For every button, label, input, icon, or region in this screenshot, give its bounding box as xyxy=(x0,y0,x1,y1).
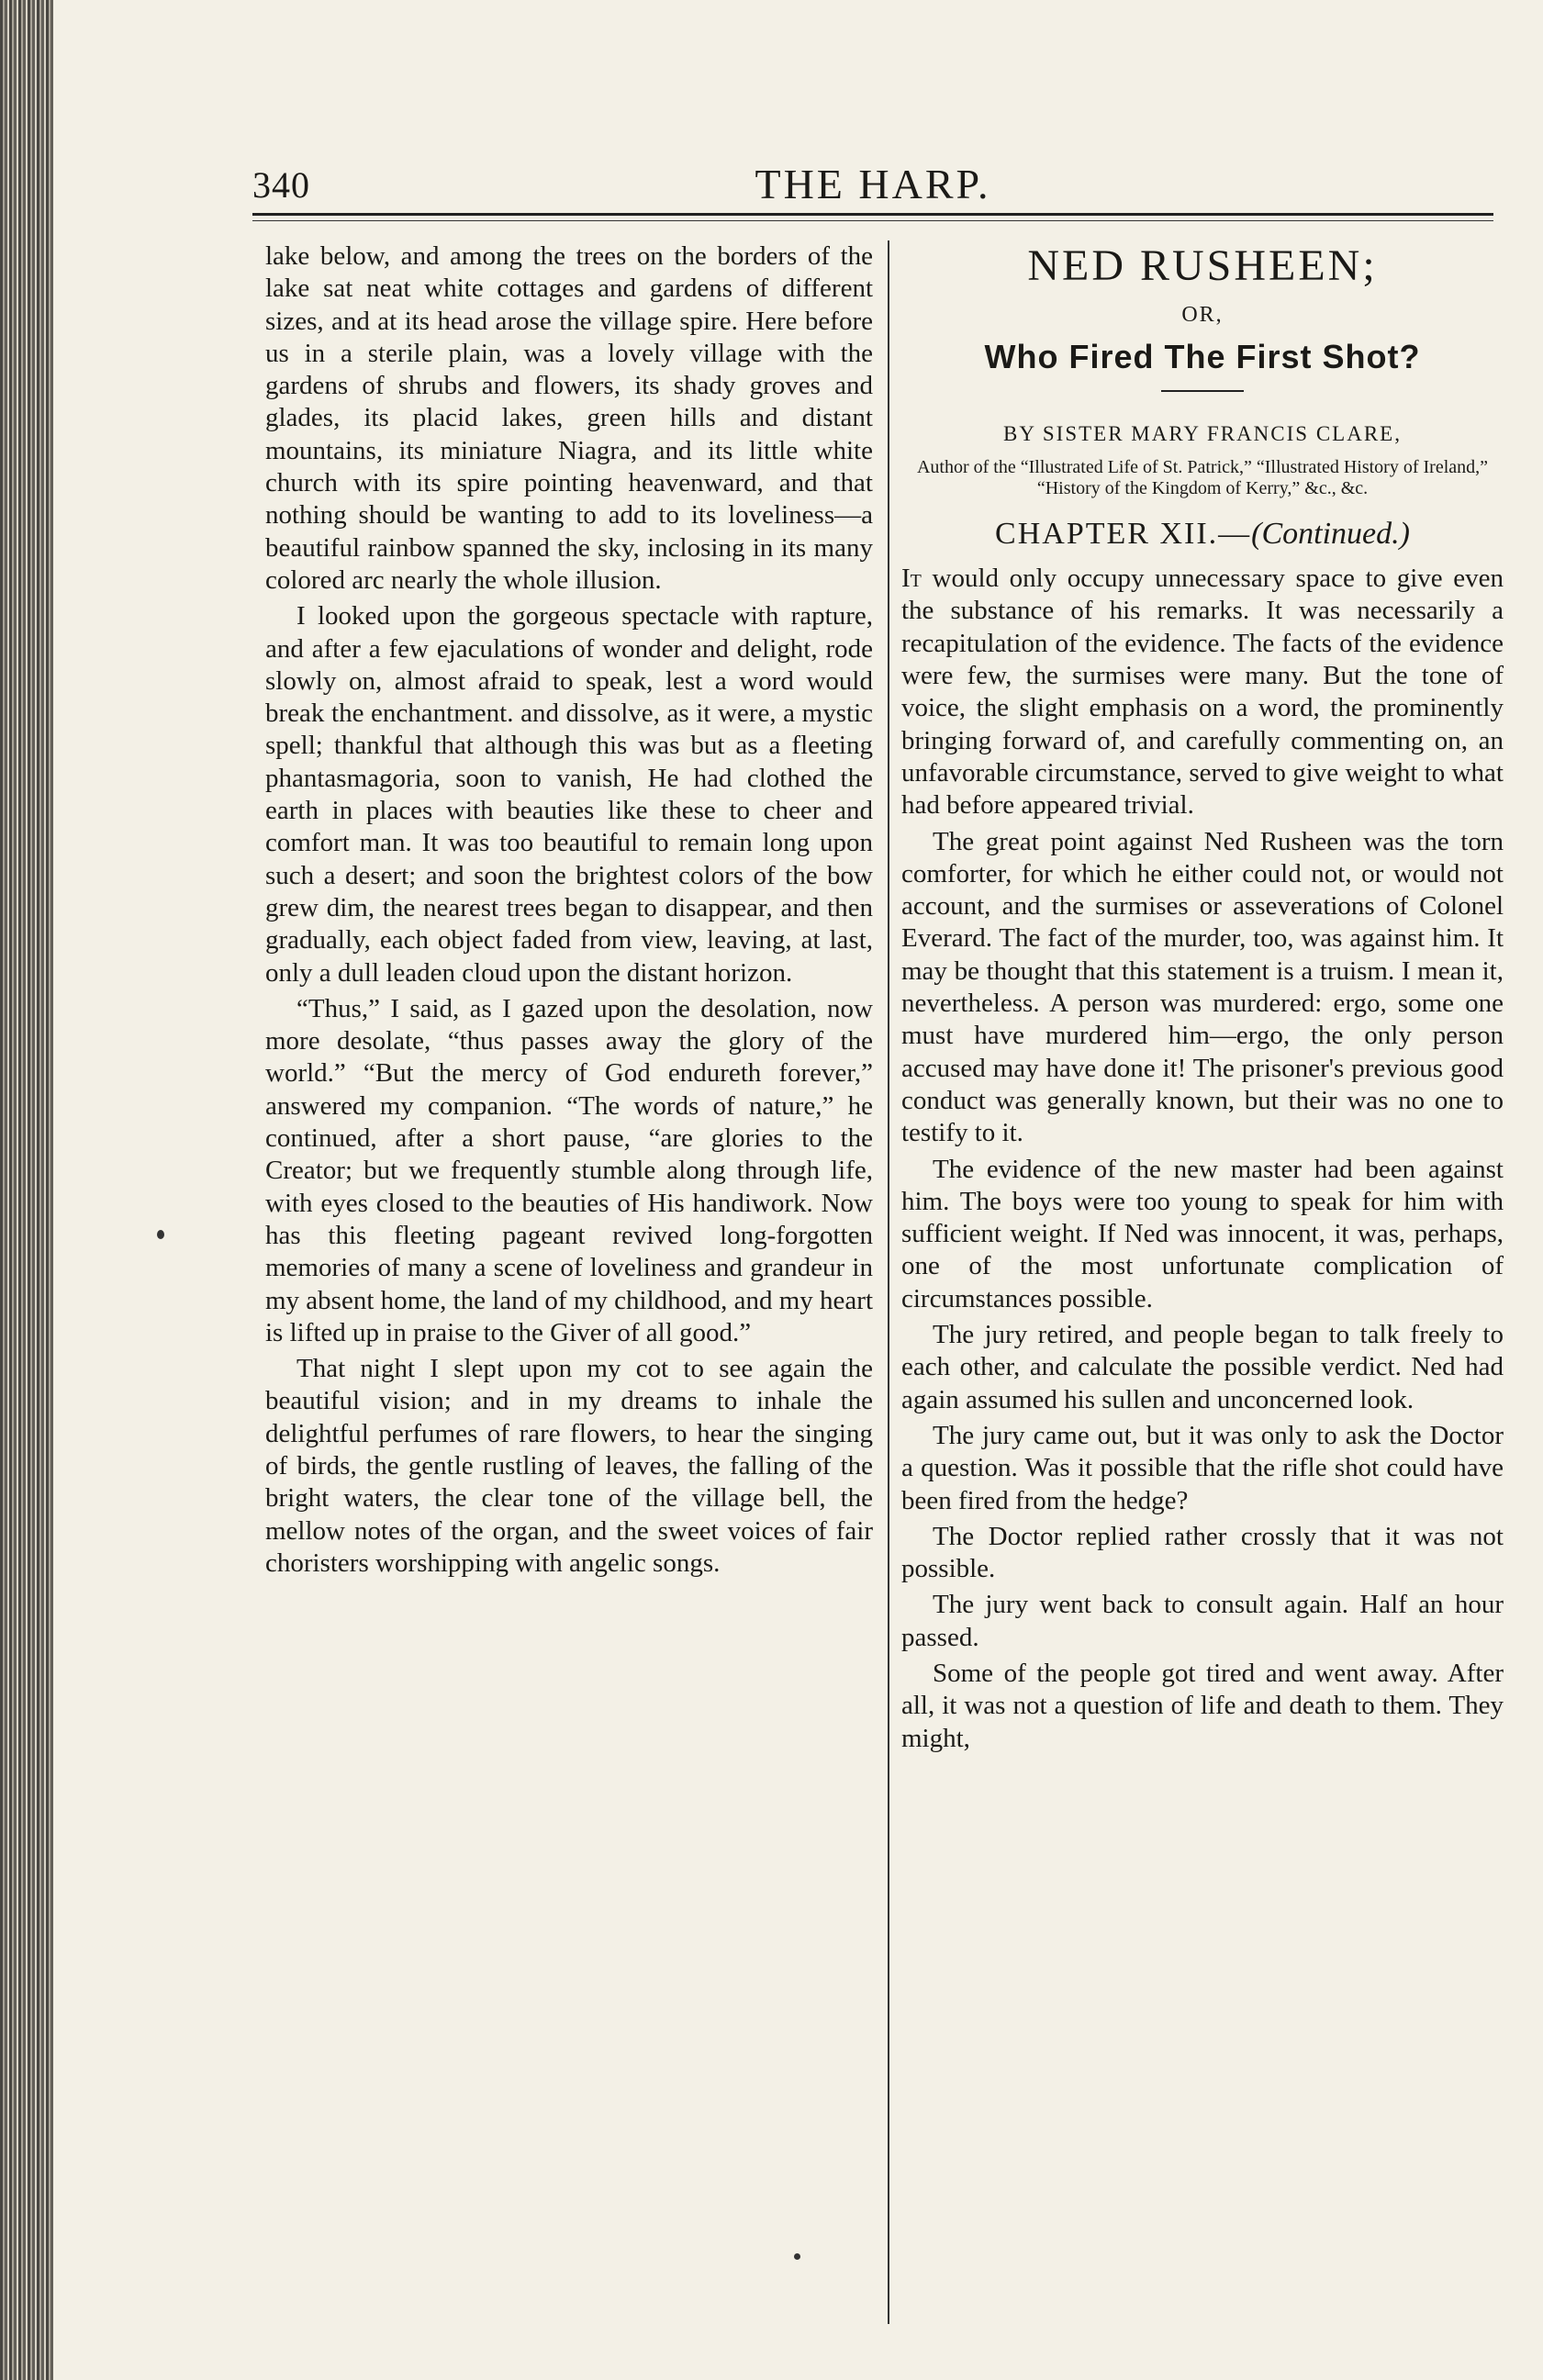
ink-speck xyxy=(157,1230,164,1239)
chapter-continued: (Continued.) xyxy=(1251,516,1410,551)
ink-speck xyxy=(794,2253,800,2260)
right-paragraph-2: The great point against Ned Rusheen was the torn comforter, for which he either could not, or would not account, and the surmises or asseverations of Colonel Everard. The fact of the murder, too, was against him. It may be thought that this statement is a truism. I mean it, nevertheless. A person was murdered: ergo, some one must have murdered him—ergo, the only person accused may have done it! The prisoner's previous good conduct was generally known, but their was no one to testify to it. xyxy=(901,826,1504,1148)
right-paragraph-4: The jury retired, and people began to talk freely to each other, and calculate the possible verdict. Ned had again assumed his sullen and unconcerned look. xyxy=(901,1320,1504,1414)
left-paragraph-2: I looked upon the gorgeous spectacle with rapture, and after a few ejaculations of wonder and delight, rode slowly on, almost afraid to speak, lest a word would break the enchantment. and dissolve, as it were, a mystic spell; thankful that although this was but as a fleeting phantasmagoria, soon to vanish, He had clothed the earth in places with beauties like these to cheer and comfort man. It was too beautiful to remain long upon such a desert; and soon the brightest colors of the bow grew dim, the nearest trees began to disappear, and then gradually, each object faded from view, leaving, at last, only a dull leaden cloud upon the distant horizon. xyxy=(265,601,873,988)
right-paragraph-7: The jury went back to consult again. Half an hour passed. xyxy=(901,1590,1504,1652)
story-title: NED RUSHEEN; xyxy=(1027,241,1378,290)
page-header xyxy=(252,154,1493,209)
drop-word: It xyxy=(901,564,922,594)
header-rule xyxy=(252,213,1493,216)
left-column xyxy=(265,240,873,1580)
chapter-heading xyxy=(901,518,1504,550)
right-paragraph-1 xyxy=(901,563,1504,821)
right-paragraph-6: The Doctor replied rather crossly that it was not possible. xyxy=(901,1521,1504,1584)
page-number: 340 xyxy=(252,164,310,206)
story-subtitle: Who Fired The First Shot? xyxy=(984,338,1421,376)
book-binding-edge xyxy=(0,0,53,2380)
running-title: THE HARP. xyxy=(755,161,991,207)
left-paragraph-4: That night I slept upon my cot to see again the beautiful vision; and in my dreams to inhale the delightful perfumes of rare flowers, to hear the singing of birds, the gentle rustling of leaves, the falling of the bright waters, the clear tone of the village bell, the mellow notes of the organ, and the sweet voices of fair choristers worshipping with angelic songs. xyxy=(265,1354,873,1578)
left-paragraph-3: “Thus,” I said, as I gazed upon the desolation, now more desolate, “thus passes away the glory of the world.” “But the mercy of God endureth forever,” answered my companion. “The words of nature,” he continued, after a short pause, “are glories to the Creator; but we frequently stumble along through life, with eyes closed to the beauties of His handiwork. Now has this fleeting pageant revived long-forgotten memories of many a scene of loveliness and grandeur in my absent home, the land of my childhood, and my heart is lifted up in praise to the Giver of all good.” xyxy=(265,993,874,1347)
right-column xyxy=(901,240,1504,1755)
header-rule-thin xyxy=(252,220,1493,221)
chapter-number: CHAPTER XII.— xyxy=(995,516,1252,551)
right-paragraph-8: Some of the people got tired and went away. After all, it was not a question of life and death to them. They might, xyxy=(901,1658,1504,1753)
column-divider xyxy=(888,240,889,2324)
left-paragraph-1: lake below, and among the trees on the borders of the lake sat neat white cottages and gardens of different sizes, and at its head arose the village spire. Here before us in a sterile plain, was a lovely village with the gardens of shrubs and flowers, its shady groves and glades, its placid lakes, green hills and distant mountains, its miniature Niagra, and its little white church with its spire pointing heavenward, and that nothing should be wanting to add to its loveliness—a beautiful rainbow spanned the sky, inclosing in its many colored arc nearly the whole illusion. xyxy=(265,241,873,595)
right-paragraph-5: The jury came out, but it was only to ask the Doctor a question. Was it possible that the rifle shot could have been fired from the hedge? xyxy=(901,1420,1504,1515)
right-paragraph-3: The evidence of the new master had been against him. The boys were too young to speak for him with sufficient weight. If Ned was innocent, it was, perhaps, one of the most unfortunate complication of circumstances possible. xyxy=(901,1154,1504,1313)
story-or: OR, xyxy=(1181,303,1224,327)
author-credits: Author of the “Illustrated Life of St. Patrick,” “Illustrated History of Ireland,” “History of the Kingdom of Kerry,” &c., &c. xyxy=(916,456,1489,498)
title-rule xyxy=(1161,390,1244,392)
right-paragraph-1-text: would only occupy unnecessary space to give even the substance of his remarks. It was necessarily a recapitulation of the evidence. The facts of the evidence were few, the surmises were many. But the tone of voice, the slight emphasis on a word, the prominently bringing forward of, and carefully commenting on, an unfavorable circumstance, served to give weight to what had before appeared trivial. xyxy=(901,564,1504,821)
story-byline: BY SISTER MARY FRANCIS CLARE, xyxy=(1003,421,1402,445)
